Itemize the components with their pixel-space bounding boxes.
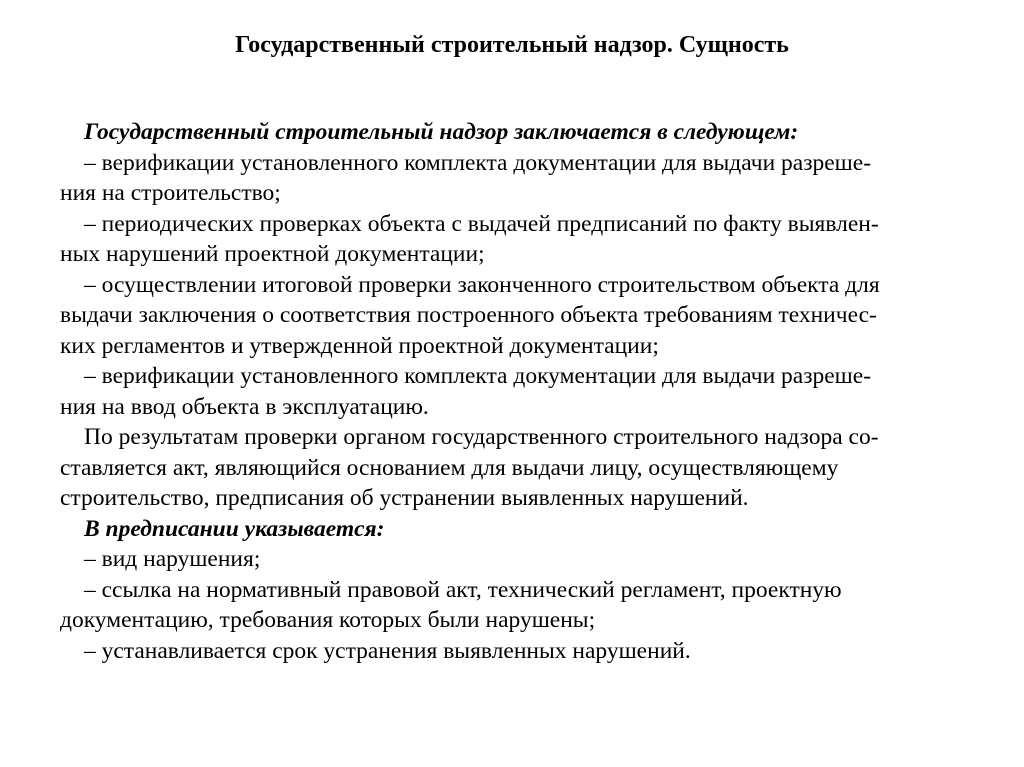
list-item-continuation: ких регламентов и утвержденной проектной документации; (60, 332, 659, 359)
list-item: – верификации установленного комплекта документации для выдачи разреше- (84, 149, 872, 176)
list-item-continuation: ных нарушений проектной документации; (60, 241, 485, 267)
slide-body (60, 117, 960, 666)
list-item: – верификации установленного комплекта документации для выдачи разреше- (84, 363, 872, 389)
paragraph-line: ставляется акт, являющийся основанием для выдачи лицу, осуществляющему (60, 454, 839, 481)
list-item-continuation: выдачи заключения о соответствия построенного объекта требованиям техничес- (60, 302, 877, 328)
list-item-continuation: ния на строительство; (60, 180, 281, 206)
list-item-continuation: ния на ввод объекта в эксплуатацию. (60, 393, 429, 420)
paragraph-line: строительство, предписания об устранении выявленных нарушений. (60, 485, 749, 511)
list-item: – вид нарушения; (84, 546, 261, 572)
list-item-continuation: документацию, требования которых были нарушены; (60, 607, 596, 633)
slide-title: Государственный строительный надзор. Сущность (235, 32, 789, 58)
list-item: – периодических проверках объекта с выдачей предписаний по факту выявлен- (84, 210, 879, 237)
section-heading-order: В предписании указывается: (84, 515, 385, 542)
list-item: – ссылка на нормативный правовой акт, технический регламент, проектную (84, 576, 842, 603)
list-item: – осуществлении итоговой проверки законченного строительством объекта для (84, 271, 880, 298)
paragraph-line: По результатам проверки органом государственного строительного надзора со- (84, 424, 879, 450)
section-heading-essence: Государственный строительный надзор заключается в следующем: (84, 119, 799, 145)
list-item: – устанавливается срок устранения выявленных нарушений. (84, 637, 691, 664)
